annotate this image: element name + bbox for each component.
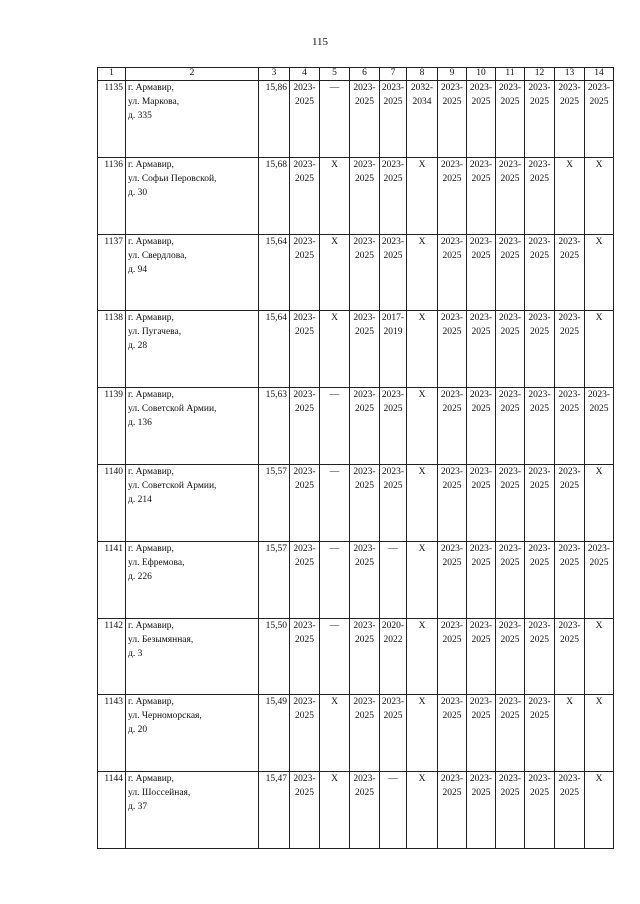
period-cell: 2023- 2025 — [555, 541, 585, 618]
address-cell: г. Армавир, ул. Советской Армии, д. 136 — [126, 388, 259, 465]
registry-table — [97, 67, 614, 849]
period-cell: 2023- 2025 — [438, 464, 467, 541]
period-cell: 2023- 2025 — [496, 618, 525, 695]
period-cell: — — [380, 541, 407, 618]
table-row — [98, 464, 614, 541]
table-row — [98, 311, 614, 388]
address-cell: г. Армавир, ул. Софьи Перовской, д. 30 — [126, 157, 259, 234]
period-cell: 2023- 2025 — [290, 388, 320, 465]
area-cell: 15,57 — [259, 541, 290, 618]
table-row — [98, 772, 614, 849]
header-cell: 13 — [555, 68, 585, 81]
table-row — [98, 81, 614, 158]
period-cell: 2023- 2025 — [438, 388, 467, 465]
table-row — [98, 695, 614, 772]
row-number: 1144 — [98, 772, 126, 849]
period-cell: — — [380, 772, 407, 849]
address-cell: г. Армавир, ул. Советской Армии, д. 214 — [126, 464, 259, 541]
period-cell: 2023- 2025 — [467, 772, 496, 849]
header-cell: 5 — [320, 68, 350, 81]
period-cell: 2023- 2025 — [555, 618, 585, 695]
period-cell: 2023- 2025 — [467, 541, 496, 618]
address-cell: г. Армавир, ул. Безымянная, д. 3 — [126, 618, 259, 695]
period-cell: X — [407, 388, 438, 465]
header-cell: 3 — [259, 68, 290, 81]
address-cell: г. Армавир, ул. Свердлова, д. 94 — [126, 234, 259, 311]
row-number: 1140 — [98, 464, 126, 541]
period-cell: — — [320, 81, 350, 158]
period-cell: X — [407, 157, 438, 234]
period-cell: 2023- 2025 — [438, 541, 467, 618]
period-cell: 2023- 2025 — [350, 541, 380, 618]
period-cell: 2023- 2025 — [496, 388, 525, 465]
period-cell: X — [585, 157, 614, 234]
period-cell: 2023- 2025 — [525, 695, 555, 772]
period-cell: 2023- 2025 — [496, 772, 525, 849]
period-cell: 2023- 2025 — [438, 618, 467, 695]
header-cell: 12 — [525, 68, 555, 81]
period-cell: 2023- 2025 — [585, 541, 614, 618]
period-cell: X — [407, 234, 438, 311]
area-cell: 15,49 — [259, 695, 290, 772]
header-cell: 10 — [467, 68, 496, 81]
period-cell: X — [585, 464, 614, 541]
period-cell: 2023- 2025 — [438, 695, 467, 772]
header-cell: 2 — [126, 68, 259, 81]
period-cell: X — [585, 234, 614, 311]
period-cell: 2023- 2025 — [350, 81, 380, 158]
period-cell: 2023- 2025 — [525, 541, 555, 618]
period-cell: 2023- 2025 — [496, 311, 525, 388]
period-cell: — — [320, 541, 350, 618]
period-cell: 2023- 2025 — [496, 157, 525, 234]
table-row — [98, 388, 614, 465]
period-cell: 2023- 2025 — [350, 464, 380, 541]
header-cell: 6 — [350, 68, 380, 81]
period-cell: 2023- 2025 — [496, 81, 525, 158]
period-cell: 2023- 2025 — [438, 234, 467, 311]
period-cell: X — [320, 157, 350, 234]
row-number: 1142 — [98, 618, 126, 695]
period-cell: 2023- 2025 — [380, 234, 407, 311]
period-cell: 2023- 2025 — [525, 618, 555, 695]
row-number: 1135 — [98, 81, 126, 158]
period-cell: X — [407, 464, 438, 541]
period-cell: X — [407, 695, 438, 772]
table-row — [98, 234, 614, 311]
area-cell: 15,50 — [259, 618, 290, 695]
period-cell: X — [320, 234, 350, 311]
period-cell: 2023- 2025 — [438, 311, 467, 388]
period-cell: X — [407, 541, 438, 618]
period-cell: 2023- 2025 — [585, 388, 614, 465]
address-cell: г. Армавир, ул. Ефремова, д. 226 — [126, 541, 259, 618]
period-cell: 2023- 2025 — [380, 81, 407, 158]
period-cell: 2023- 2025 — [467, 81, 496, 158]
period-cell: 2023- 2025 — [290, 157, 320, 234]
period-cell: X — [320, 772, 350, 849]
area-cell: 15,47 — [259, 772, 290, 849]
period-cell: 2023- 2025 — [467, 157, 496, 234]
period-cell: 2023- 2025 — [290, 695, 320, 772]
period-cell: 2023- 2025 — [555, 234, 585, 311]
area-cell: 15,64 — [259, 311, 290, 388]
header-cell: 1 — [98, 68, 126, 81]
period-cell: 2023- 2025 — [380, 157, 407, 234]
period-cell: 2023- 2025 — [555, 772, 585, 849]
area-cell: 15,57 — [259, 464, 290, 541]
period-cell: 2023- 2025 — [525, 464, 555, 541]
period-cell: 2023- 2025 — [350, 234, 380, 311]
period-cell: X — [585, 695, 614, 772]
period-cell: 2023- 2025 — [350, 695, 380, 772]
period-cell: 2023- 2025 — [525, 311, 555, 388]
area-cell: 15,64 — [259, 234, 290, 311]
header-cell: 8 — [407, 68, 438, 81]
row-number: 1143 — [98, 695, 126, 772]
period-cell: X — [585, 618, 614, 695]
table-row — [98, 541, 614, 618]
period-cell: 2032- 2034 — [407, 81, 438, 158]
period-cell: — — [320, 388, 350, 465]
period-cell: 2023- 2025 — [467, 618, 496, 695]
period-cell: 2023- 2025 — [350, 772, 380, 849]
period-cell: 2023- 2025 — [467, 311, 496, 388]
header-cell: 11 — [496, 68, 525, 81]
period-cell: X — [585, 772, 614, 849]
row-number: 1138 — [98, 311, 126, 388]
period-cell: 2023- 2025 — [525, 157, 555, 234]
period-cell: 2023- 2025 — [525, 772, 555, 849]
period-cell: 2023- 2025 — [290, 464, 320, 541]
row-number: 1137 — [98, 234, 126, 311]
period-cell: X — [407, 772, 438, 849]
period-cell: 2023- 2025 — [290, 541, 320, 618]
period-cell: X — [320, 311, 350, 388]
period-cell: 2023- 2025 — [496, 541, 525, 618]
period-cell: 2023- 2025 — [380, 388, 407, 465]
period-cell: 2023- 2025 — [496, 234, 525, 311]
period-cell: 2023- 2025 — [290, 234, 320, 311]
period-cell: 2023- 2025 — [525, 81, 555, 158]
area-cell: 15,86 — [259, 81, 290, 158]
address-cell: г. Армавир, ул. Черноморская, д. 20 — [126, 695, 259, 772]
period-cell: 2017- 2019 — [380, 311, 407, 388]
header-cell: 9 — [438, 68, 467, 81]
header-cell: 7 — [380, 68, 407, 81]
header-cell: 14 — [585, 68, 614, 81]
period-cell: 2023- 2025 — [467, 234, 496, 311]
period-cell: 2023- 2025 — [438, 772, 467, 849]
period-cell: 2023- 2025 — [290, 772, 320, 849]
period-cell: 2023- 2025 — [555, 388, 585, 465]
address-cell: г. Армавир, ул. Пугачева, д. 28 — [126, 311, 259, 388]
period-cell: X — [320, 695, 350, 772]
period-cell: 2023- 2025 — [467, 388, 496, 465]
period-cell: 2023- 2025 — [290, 311, 320, 388]
header-cell: 4 — [290, 68, 320, 81]
period-cell: 2023- 2025 — [555, 464, 585, 541]
period-cell: 2023- 2025 — [350, 388, 380, 465]
period-cell: 2023- 2025 — [350, 618, 380, 695]
table-row — [98, 618, 614, 695]
period-cell: 2023- 2025 — [496, 464, 525, 541]
row-number: 1139 — [98, 388, 126, 465]
period-cell: 2023- 2025 — [290, 618, 320, 695]
table-row — [98, 157, 614, 234]
row-number: 1136 — [98, 157, 126, 234]
period-cell: 2023- 2025 — [525, 388, 555, 465]
area-cell: 15,63 — [259, 388, 290, 465]
period-cell: 2023- 2025 — [438, 81, 467, 158]
period-cell: — — [320, 618, 350, 695]
period-cell: 2023- 2025 — [350, 311, 380, 388]
period-cell: 2023- 2025 — [555, 81, 585, 158]
area-cell: 15,68 — [259, 157, 290, 234]
period-cell: 2020- 2022 — [380, 618, 407, 695]
period-cell: 2023- 2025 — [350, 157, 380, 234]
period-cell: X — [585, 311, 614, 388]
period-cell: 2023- 2025 — [290, 81, 320, 158]
period-cell: X — [407, 618, 438, 695]
header-row — [98, 68, 614, 81]
period-cell: 2023- 2025 — [585, 81, 614, 158]
period-cell: 2023- 2025 — [467, 464, 496, 541]
period-cell: X — [407, 311, 438, 388]
row-number: 1141 — [98, 541, 126, 618]
period-cell: 2023- 2025 — [380, 695, 407, 772]
address-cell: г. Армавир, ул. Маркова, д. 335 — [126, 81, 259, 158]
period-cell: 2023- 2025 — [380, 464, 407, 541]
period-cell: 2023- 2025 — [496, 695, 525, 772]
period-cell: 2023- 2025 — [467, 695, 496, 772]
period-cell: X — [555, 695, 585, 772]
address-cell: г. Армавир, ул. Шоссейная, д. 37 — [126, 772, 259, 849]
period-cell: 2023- 2025 — [525, 234, 555, 311]
period-cell: 2023- 2025 — [438, 157, 467, 234]
page-number: 115 — [311, 36, 329, 48]
period-cell: 2023- 2025 — [555, 311, 585, 388]
period-cell: — — [320, 464, 350, 541]
period-cell: X — [555, 157, 585, 234]
